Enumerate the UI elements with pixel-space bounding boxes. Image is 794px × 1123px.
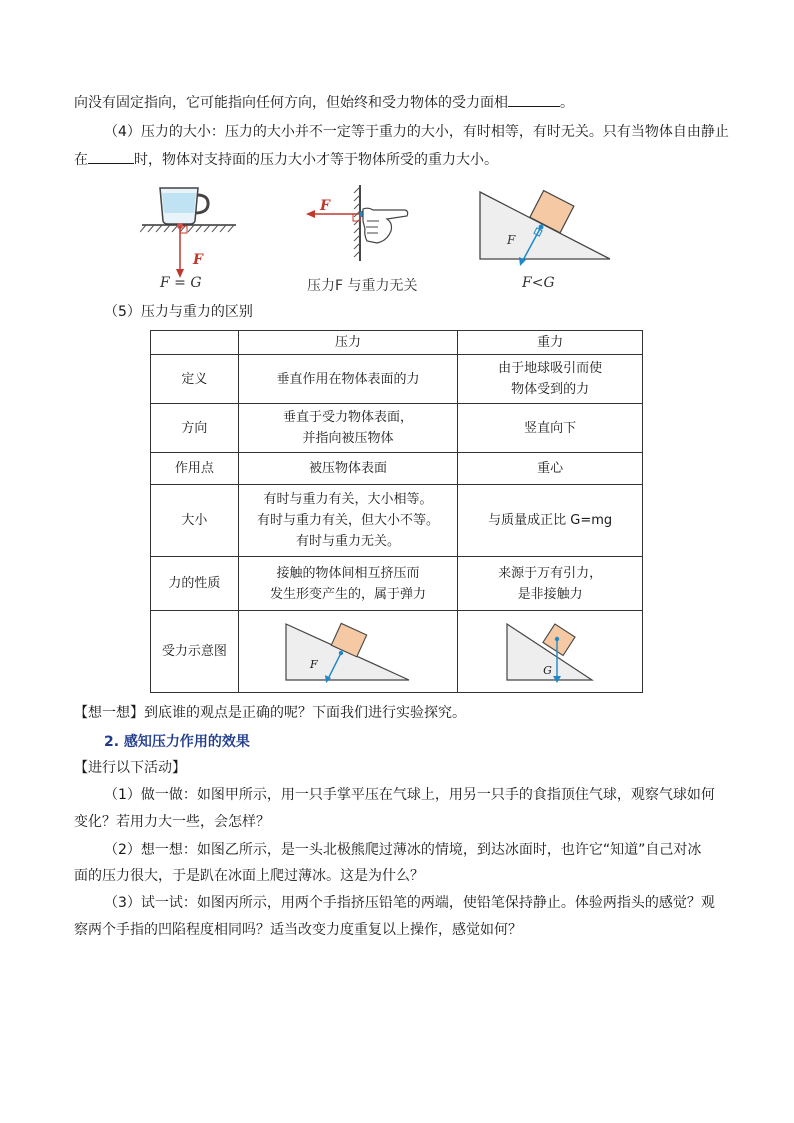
- table-row: [151, 485, 643, 557]
- row-label: 力的性质: [151, 557, 239, 611]
- cell-line: 与质量成正比 G=mg: [488, 513, 613, 528]
- pressure-cell: [238, 453, 458, 485]
- paragraph-end: 。: [560, 95, 574, 111]
- cell-line: 由于地球吸引而使: [498, 361, 603, 376]
- slope-caption: F<G: [522, 275, 555, 291]
- paragraph-direction: [74, 92, 574, 113]
- slope-figure: [478, 186, 613, 266]
- table-row: [151, 355, 643, 404]
- cell-line: 有时与重力有关，但大小不等。: [257, 513, 440, 528]
- cell-line: 接触的物体间相互挤压而: [276, 565, 420, 581]
- cell-line: 是非接触力: [517, 586, 583, 602]
- pressure-cell: [238, 557, 458, 611]
- activity-item-2-line1: （2）想一想：如图乙所示，是一头北极熊爬过薄冰的情境，到达冰面时，也许它“知道”自己对冰: [104, 842, 702, 858]
- row-label: 定义: [151, 355, 239, 404]
- activity-item-3-line1: （3）试一试：如图丙所示，用两个手指挤压铅笔的两端，使铅笔保持静止。体验两指头的感觉？观: [104, 895, 715, 911]
- wall-caption: 压力F 与重力无关: [307, 278, 418, 294]
- table-header-row: [151, 331, 643, 355]
- activity-item-1-line2: 变化？若用力大一些，会怎样？: [74, 814, 270, 830]
- slope-force-label: F: [507, 233, 516, 247]
- paragraph-magnitude-line2: [74, 149, 498, 170]
- cell-line: 来源于万有引力，: [498, 565, 603, 581]
- cup-figure: [140, 183, 240, 283]
- row-label: 受力示意图: [151, 611, 239, 693]
- activity-item-1-line1: （1）做一做：如图甲所示，用一只手掌平压在气球上，用另一只手的食指顶住气球，观察气球如何: [104, 787, 715, 803]
- pressure-cell: [238, 355, 458, 404]
- paragraph-text: 在: [74, 152, 88, 168]
- paragraph-magnitude-line1: （4）压力的大小：压力的大小并不一定等于重力的大小，有时相等，有时无关。只有当物体自由静止: [104, 124, 729, 140]
- cell-line: 并指向被压物体: [302, 431, 394, 446]
- table-row: [151, 404, 643, 453]
- table-header: 压力: [238, 331, 458, 355]
- table-row: [151, 611, 643, 693]
- row-label: 作用点: [151, 453, 239, 485]
- cell-line: 重心: [537, 461, 564, 476]
- activity-item-2-line2: 面的压力很大，于是趴在冰面上爬过薄冰。这是为什么？: [74, 868, 424, 884]
- gravity-force-label: G: [543, 663, 552, 677]
- table-row: [151, 557, 643, 611]
- pressure-diagram-cell: [238, 611, 458, 693]
- pressure-cell: [238, 404, 458, 453]
- row-label: 方向: [151, 404, 239, 453]
- fill-blank: [88, 149, 134, 164]
- wall-figure: [305, 183, 410, 263]
- activity-item-3-line2: 察两个手指的凹陷程度相同吗？适当改变力度重复以上操作，感觉如何？: [74, 922, 522, 938]
- gravity-cell: [458, 453, 643, 485]
- cup-force-label: F: [193, 252, 203, 268]
- cell-line: 有时与重力有关，大小相等。: [263, 492, 433, 507]
- wall-force-label: F: [320, 198, 330, 214]
- paragraph-text: 时，物体对支持面的压力大小才等于物体所受的重力大小。: [134, 152, 498, 168]
- pressure-cell: [238, 485, 458, 557]
- gravity-cell: [458, 404, 643, 453]
- section-heading: 2. 感知压力作用的效果: [104, 734, 250, 750]
- gravity-cell: [458, 557, 643, 611]
- section-compare-title: （5）压力与重力的区别: [104, 304, 253, 320]
- cell-line: 垂直作用在物体表面的力: [276, 371, 420, 387]
- paragraph-text: 向没有固定指向，它可能指向任何方向，但始终和受力物体的受力面相: [74, 95, 508, 111]
- cell-line: 垂直于受力物体表面，: [283, 410, 414, 425]
- table-row: [151, 453, 643, 485]
- fill-blank: [508, 92, 560, 107]
- table-header: 重力: [458, 331, 643, 355]
- gravity-diagram-cell: [458, 611, 643, 693]
- gravity-cell: [458, 355, 643, 404]
- table-header: [151, 331, 239, 355]
- think-paragraph: 【想一想】到底谁的观点是正确的呢？下面我们进行实验探究。: [74, 705, 466, 721]
- activity-heading: 【进行以下活动】: [74, 760, 186, 776]
- cell-line: 被压物体表面: [309, 461, 388, 476]
- cell-line: 发生形变产生的，属于弹力: [270, 586, 427, 602]
- gravity-cell: [458, 485, 643, 557]
- row-label: 大小: [151, 485, 239, 557]
- cup-caption: F = G: [160, 275, 202, 291]
- cell-line: 竖直向下: [524, 420, 577, 436]
- pressure-force-label: F: [310, 657, 318, 671]
- cell-line: 物体受到的力: [511, 382, 590, 397]
- pressure-diagram: [284, 620, 412, 684]
- cell-line: 有时与重力无关。: [296, 534, 401, 549]
- compare-table: [150, 330, 643, 693]
